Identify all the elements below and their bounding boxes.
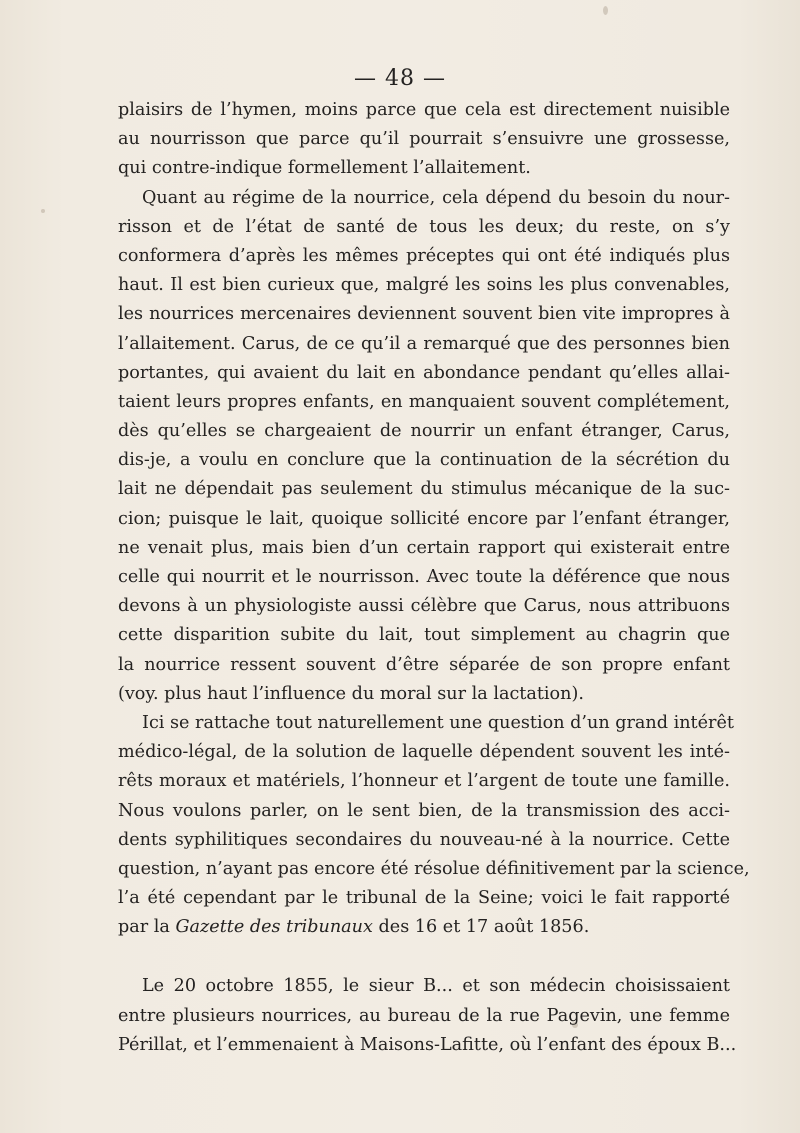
text-line: dis-je, a voulu en conclure que la continuation de la sécrétion du [118, 450, 730, 471]
text-line: Nous voulons parler, on le sent bien, de la transmission des acci- [118, 800, 730, 821]
text-line: devons à un physiologiste aussi célèbre que Carus, nous attribuons [118, 596, 730, 617]
text-line: rêts moraux et matériels, l’honneur et l’argent de toute une famille. [118, 771, 730, 792]
citation-prefix: par la [118, 917, 170, 938]
text-line: les nourrices mercenaires deviennent souvent bien vite impropres à [118, 304, 730, 325]
page-number-header: — 48 — [354, 66, 446, 91]
paragraph-start-line: Le 20 octobre 1855, le sieur B... et son médecin choisissaient [142, 976, 730, 997]
text-line: dents syphilitiques secondaires du nouveau-né à la nourrice. Cette [118, 829, 730, 850]
text-line: cette disparition subite du lait, tout simplement au chagrin que [118, 625, 730, 646]
text-line: entre plusieurs nourrices, au bureau de la rue Pagevin, une femme [118, 1005, 730, 1026]
text-line: Périllat, et l’emmenaient à Maisons-Lafitte, où l’enfant des époux B... [118, 1034, 737, 1055]
journal-title: Gazette des tribunaux [175, 917, 373, 938]
text-line: risson et de l’état de santé de tous les deux; du reste, on s’y [118, 216, 730, 237]
text-line: taient leurs propres enfants, en manquaient souvent complétement, [118, 391, 730, 412]
paragraph-gap [118, 942, 730, 972]
paragraph-start-line: Quant au régime de la nourrice, cela dépend du besoin du nour- [142, 187, 730, 208]
text-line: portantes, qui avaient du lait en abondance pendant qu’elles allai- [118, 362, 730, 383]
text-line: (voy. plus haut l’influence du moral sur la lactation). [118, 683, 584, 704]
ink-speck [41, 209, 45, 213]
text-line: ne venait plus, mais bien d’un certain rapport qui existerait entre [118, 537, 730, 558]
text-line: question, n’ayant pas encore été résolue définitivement par la science, [118, 858, 750, 879]
text-line: cion; puisque le lait, quoique sollicité encore par l’enfant étranger, [118, 508, 730, 529]
body-text [118, 96, 750, 1060]
text-line: plaisirs de l’hymen, moins parce que cela est directement nuisible [118, 100, 730, 120]
text-line: dès qu’elles se chargeaient de nourrir un enfant étranger, Carus, [118, 421, 730, 442]
text-line: la nourrice ressent souvent d’être séparée de son propre enfant [118, 654, 730, 675]
text-line: celle qui nourrit et le nourrisson. Avec toute la déférence que nous [118, 567, 730, 587]
text-line: lait ne dépendait pas seulement du stimulus mécanique de la suc- [118, 479, 730, 500]
text-line: l’a été cependant par le tribunal de la Seine; voici le fait rapporté [118, 888, 730, 909]
text-line: qui contre-indique formellement l’allaitement. [118, 158, 531, 179]
ink-speck [603, 6, 608, 15]
text-line: au nourrisson que parce qu’il pourrait s’ensuivre une grossesse, [118, 129, 730, 150]
text-line-with-citation [118, 913, 730, 942]
paragraph-start-line: Ici se rattache tout naturellement une question d’un grand intérêt [142, 712, 734, 733]
text-line: l’allaitement. Carus, de ce qu’il a remarqué que des personnes bien [118, 333, 730, 354]
text-line: conformera d’après les mêmes préceptes qui ont été indiqués plus [118, 245, 730, 266]
citation-date: des 16 et 17 août 1856. [378, 917, 590, 938]
text-line: haut. Il est bien curieux que, malgré les soins les plus convenables, [118, 275, 730, 296]
text-line: médico-légal, de la solution de laquelle dépendent souvent les inté- [118, 742, 730, 763]
